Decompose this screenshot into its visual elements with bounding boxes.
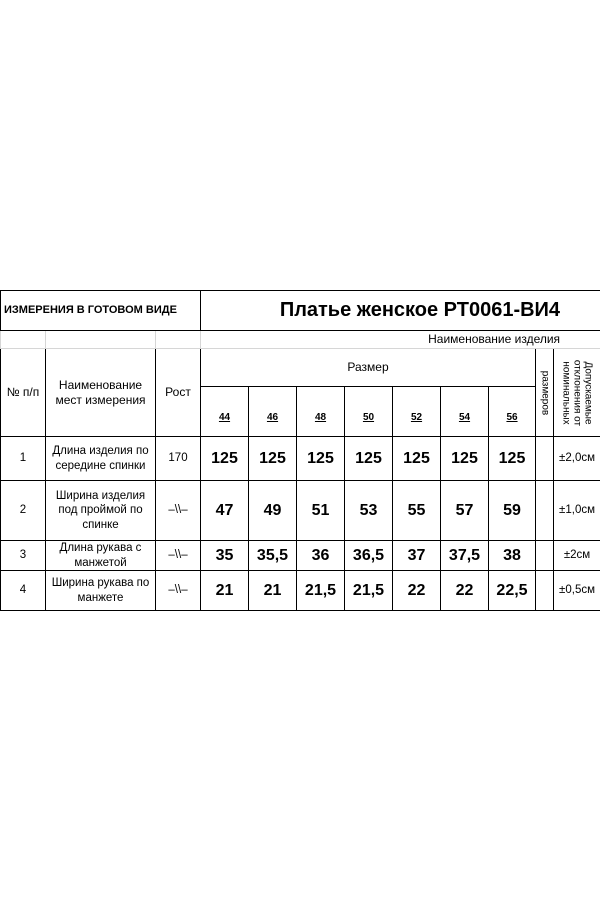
value-cell: 36,5 — [345, 541, 393, 571]
value-cell: 22 — [441, 571, 489, 611]
section-title: ИЗМЕРЕНИЯ В ГОТОВОМ ВИДЕ — [1, 291, 201, 331]
tolerance-header-a: Допускаемые отклонения от номинальных — [560, 359, 594, 426]
col-height-header: Рост — [156, 349, 201, 437]
tolerance-value: ±1,0см — [554, 481, 600, 541]
size-header-44: 44 — [201, 387, 249, 437]
value-cell: 36 — [297, 541, 345, 571]
tolerance-value: ±0,5см — [554, 571, 600, 611]
value-cell: 125 — [297, 437, 345, 481]
value-cell: 35 — [201, 541, 249, 571]
size-header-56: 56 — [489, 387, 536, 437]
tolerance-header-b: размеров — [539, 370, 550, 415]
value-cell: 21 — [201, 571, 249, 611]
measure-name: Ширина рукава по манжете — [46, 571, 156, 611]
row-number: 1 — [1, 437, 46, 481]
value-cell: 21 — [249, 571, 297, 611]
value-cell: 47 — [201, 481, 249, 541]
value-cell: 21,5 — [345, 571, 393, 611]
table-row — [1, 571, 600, 611]
tolerance-value: ±2см — [554, 541, 600, 571]
row-number: 4 — [1, 571, 46, 611]
value-cell: 125 — [441, 437, 489, 481]
value-cell: 55 — [393, 481, 441, 541]
row-number: 2 — [1, 481, 46, 541]
value-cell: 38 — [489, 541, 536, 571]
value-cell: 125 — [201, 437, 249, 481]
row-number: 3 — [1, 541, 46, 571]
product-caption: Наименование изделия — [201, 331, 600, 349]
value-cell: 21,5 — [297, 571, 345, 611]
height-value: –\\– — [156, 481, 201, 541]
measurements-table — [0, 290, 600, 611]
measure-name: Длина рукава с манжетой — [46, 541, 156, 571]
size-header-46: 46 — [249, 387, 297, 437]
size-header-54: 54 — [441, 387, 489, 437]
value-cell: 59 — [489, 481, 536, 541]
tolerance-value: ±2,0см — [554, 437, 600, 481]
value-cell: 51 — [297, 481, 345, 541]
value-cell: 53 — [345, 481, 393, 541]
value-cell: 125 — [249, 437, 297, 481]
col-number-header: № п/п — [1, 349, 46, 437]
tolerance-header-b-cell — [536, 349, 554, 437]
height-value: –\\– — [156, 571, 201, 611]
tolerance-header-a-cell — [554, 349, 600, 437]
size-chart-sheet — [0, 290, 600, 612]
table-row — [1, 541, 600, 571]
table-row — [1, 437, 600, 481]
size-header-50: 50 — [345, 387, 393, 437]
col-measure-header: Наименование мест измерения — [46, 349, 156, 437]
size-header-48: 48 — [297, 387, 345, 437]
value-cell: 22 — [393, 571, 441, 611]
value-cell: 125 — [345, 437, 393, 481]
table-row — [1, 481, 600, 541]
value-cell: 37,5 — [441, 541, 489, 571]
size-header-52: 52 — [393, 387, 441, 437]
product-title: Платье женское РТ0061-ВИ4 — [201, 291, 600, 331]
height-value: 170 — [156, 437, 201, 481]
size-group-header: Размер — [201, 349, 536, 387]
measure-name: Длина изделия по середине спинки — [46, 437, 156, 481]
value-cell: 35,5 — [249, 541, 297, 571]
measure-name: Ширина изделия под проймой по спинке — [46, 481, 156, 541]
value-cell: 49 — [249, 481, 297, 541]
value-cell: 125 — [489, 437, 536, 481]
value-cell: 125 — [393, 437, 441, 481]
height-value: –\\– — [156, 541, 201, 571]
value-cell: 57 — [441, 481, 489, 541]
value-cell: 37 — [393, 541, 441, 571]
value-cell: 22,5 — [489, 571, 536, 611]
